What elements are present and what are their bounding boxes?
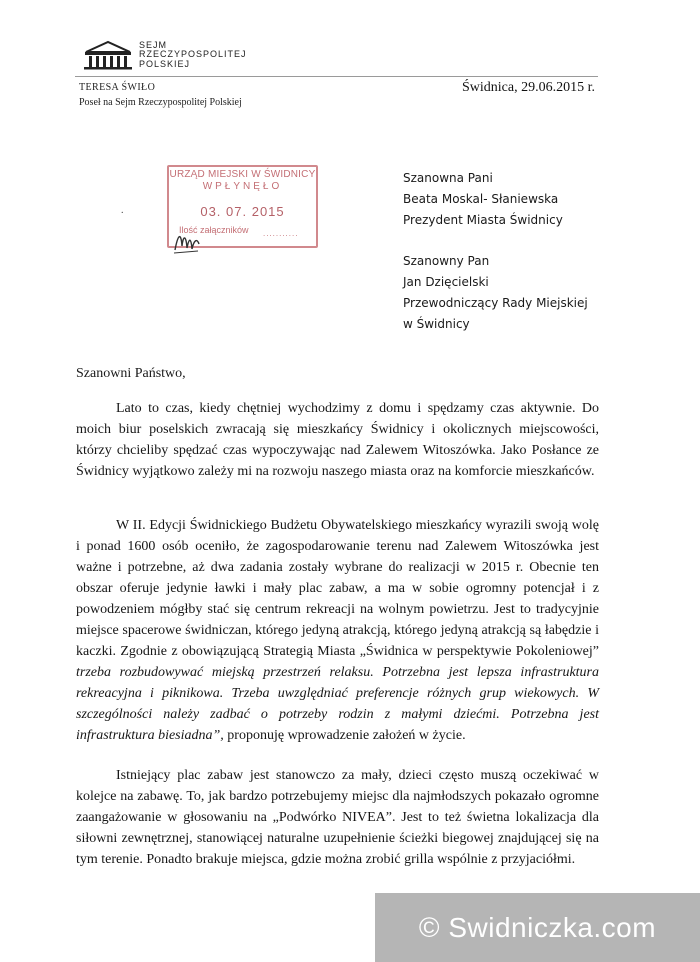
- sender-name: TERESA ŚWIŁO: [79, 82, 156, 93]
- sejm-logo: [82, 40, 247, 70]
- paragraph-2: [76, 515, 599, 746]
- addressee-1-name: Beata Moskal- Słaniewska: [403, 192, 559, 206]
- addressee-2-title: Przewodniczący Rady Miejskiej: [403, 296, 588, 310]
- logo-line-3: POLSKIEJ: [139, 58, 191, 69]
- addressee-1-title: Prezydent Miasta Świdnicy: [403, 213, 563, 227]
- paragraph-2-part-a: W II. Edycji Świdnickiego Budżetu Obywatelskiego mieszkańcy wyrazili swoją wolę i ponad 1600 osób oceniło, że zagospodarowanie terenu nad Zalewem Witoszówka jest ważne i potrzebne, aż dwa zadania zostały wybrane do realizacji w 2015 r. Obecnie ten obszar oferuje jedynie ławki i mały plac zabaw, a ma w sobie ogromny potencjał i z powodzeniem mógłby stać się centrum rekreacji na wolnym powietrzu. Jest to tradycyjnie miejsce spacerowe świdniczan, którego jedyną atrakcją, którego jedyną atrakcją są łabędzie i kaczki. Zgodnie z obowiązującą Strategią Miasta „Świdnica w perspektywie Pokoleniowej”: [76, 518, 599, 659]
- logo-line-2: RZECZYPOSPOLITEJ: [139, 49, 247, 60]
- header-divider: [75, 76, 598, 77]
- addressee-2-greeting: Szanowny Pan: [403, 254, 490, 268]
- addressee-1-greeting: Szanowna Pani: [403, 171, 493, 185]
- paragraph-2-text: [76, 515, 599, 746]
- place-date: Świdnica, 29.06.2015 r.: [462, 80, 595, 95]
- addressee-1: [403, 168, 563, 231]
- stamp-date: 03. 07. 2015: [200, 204, 285, 219]
- addressee-2-name: Jan Dzięcielski: [403, 275, 489, 289]
- paragraph-1: [76, 398, 599, 482]
- paragraph-1-text: Lato to czas, kiedy chętniej wychodzimy z domu i spędzamy czas aktywnie. Do moich biur poselskich zwracają się mieszkańcy Świdnicy i okolicznych miejscowości, którzy chcieliby spędzać czas wypoczywając nad Zalewem Witoszówka. Jako Posłance ze Świdnicy wyjątkowo zależy mi na rozwoju naszego miasta oraz na komforcie mieszkańców.: [76, 401, 599, 479]
- paragraph-3: [76, 765, 599, 870]
- stamp-office: URZĄD MIEJSKI W ŚWIDNICY: [169, 169, 316, 180]
- sender-role: Poseł na Sejm Rzeczypospolitej Polskiej: [79, 97, 242, 108]
- margin-mark: .: [121, 205, 124, 216]
- stamp-dots: ...........: [263, 229, 299, 238]
- paragraph-3-text: Istniejący plac zabaw jest stanowczo za mały, dzieci często muszą oczekiwać w kolejce na zabawę. To, jak bardzo potrzebujemy miejsc dla najmłodszych pokazało ogromne zaangażowanie w głosowaniu na „Podwórko NIVEA”. Jest to też świetna lokalizacja dla siłowni zewnętrznej, stanowiącej naturalne uzupełnienie ścieżki biegowej znajdującej się na tym terenie. Ponadto brakuje miejsca, gdzie można zrobić grilla wspólnie z przyjaciółmi.: [76, 768, 599, 867]
- sejm-building-icon: [82, 40, 134, 70]
- site-watermark: [375, 893, 700, 962]
- stamp-attachments: Ilość załączników: [179, 225, 249, 235]
- addressee-2: [403, 251, 588, 335]
- logo-line-1: SEJM: [139, 39, 168, 50]
- watermark-text: © Swidniczka.com: [418, 911, 657, 943]
- addressee-2-city: w Świdnicy: [403, 317, 470, 331]
- salutation: Szanowni Państwo,: [76, 366, 186, 381]
- handwritten-signature: [172, 228, 202, 256]
- stamp-received: WPŁYNĘŁO: [202, 181, 283, 192]
- paragraph-2-quote: trzeba rozbudowywać miejską przestrzeń relaksu. Potrzebna jest lepsza infrastruktura rekreacyjna i piknikowa. Trzeba uwzględniać preferencje różnych grup wiekowych. W szczególności należy zadbać o potrzeby rodzin z małymi dziećmi. Potrzebna jest infrastruktura biesiadna”,: [76, 665, 599, 743]
- paragraph-2-part-c: proponuję wprowadzenie założeń w życie.: [227, 728, 466, 743]
